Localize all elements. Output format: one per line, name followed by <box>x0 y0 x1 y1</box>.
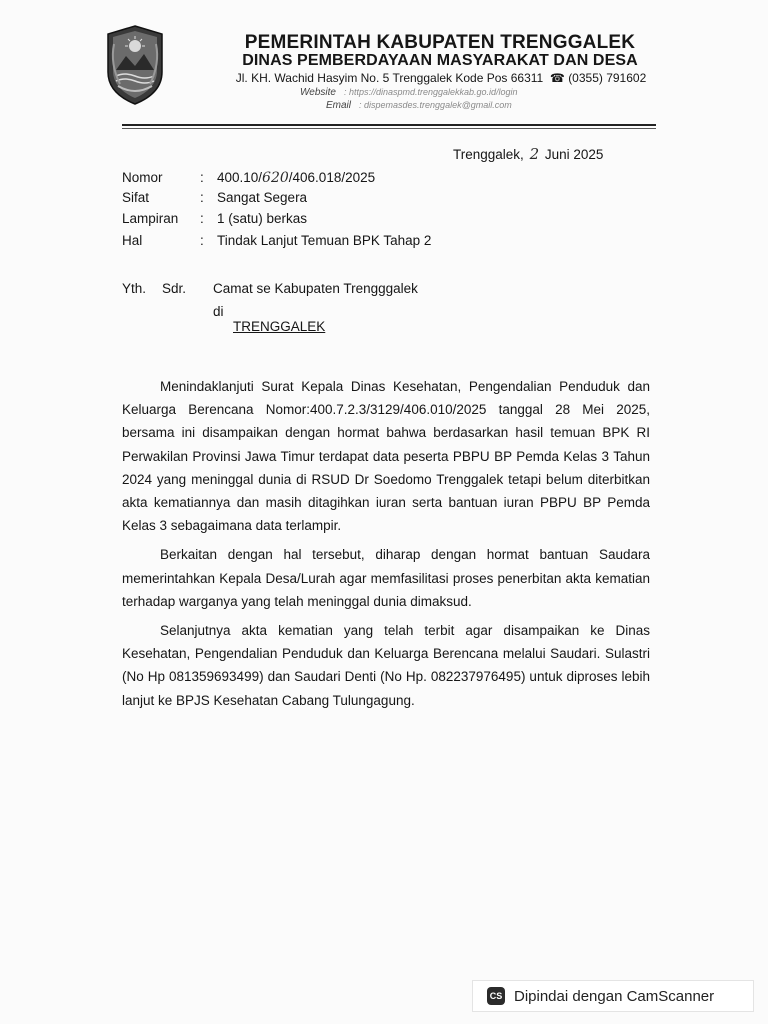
meta-value-sifat: Sangat Segera <box>217 190 308 205</box>
meta-colon: : <box>200 233 204 248</box>
body-paragraph-3: Selanjutnya akta kematian yang telah terbit agar disampaikan ke Dinas Kesehatan, Pengendalian Penduduk dan Keluarga Berencana melalui Saudari. Sulastri (No Hp 081359693499) dan Saudari Denti (No Hp. 082237976495) untuk diproses lebih lanjut ke BPJS Kesehatan Cabang Tulungagung. <box>122 623 650 708</box>
meta-colon: : <box>200 211 204 226</box>
meta-label-lampiran: Lampiran <box>122 211 179 226</box>
addressee-city: TRENGGALEK <box>233 319 326 334</box>
website-label: Website <box>300 87 336 98</box>
date-place: Trenggalek, <box>453 147 524 162</box>
meta-label-nomor: Nomor <box>122 170 163 185</box>
body-paragraph-1: Menindaklanjuti Surat Kepala Dinas Kesehatan, Pengendalian Penduduk dan Keluarga Berencana Nomor:400.7.2.3/3129/406.010/2025 tanggal 28 Mei 2025, bersama ini disampaikan dengan hormat bahwa berdasarkan hasil temuan BPK RI Perwakilan Provinsi Jawa Timur terdapat data peserta PBPU BP Pemda Kelas 3 Tahun 2024 yang meninggal dunia di RSUD Dr Soedomo Trenggalek tetapi belum diterbitkan akta kematiannya dan masih ditagihkan iuran serta bantuan iuran PBPU BP Pemda Kelas 3 sebagaimana data terlampir. <box>122 379 650 534</box>
letter-body <box>122 375 650 718</box>
date-day-handwritten: 2 <box>529 145 540 163</box>
letterhead-divider-thick <box>122 124 656 126</box>
letterhead-address: Jl. KH. Wachid Hasyim No. 5 Trenggalek Kode Pos 66311 <box>235 71 544 85</box>
email-value: : dispemasdes.trenggalek@gmail.com <box>359 100 512 110</box>
body-paragraph-2: Berkaitan dengan hal tersebut, diharap dengan hormat bantuan Saudara memerintahkan Kepala Desa/Lurah agar memfasilitasi proses penerbitan akta kematian terhadap warganya yang telah meninggal dunia dimaksud. <box>122 547 650 609</box>
letterhead-government: PEMERINTAH KABUPATEN TRENGGALEK <box>244 32 636 53</box>
meta-label-sifat: Sifat <box>122 190 150 205</box>
letterhead-email <box>326 100 512 111</box>
meta-value-hal: Tindak Lanjut Temuan BPK Tahap 2 <box>217 233 432 248</box>
website-value: : https://dinaspmd.trenggalekkab.go.id/login <box>343 87 518 97</box>
letterhead-phone: (0355) 791602 <box>568 71 647 85</box>
meta-value-nomor <box>217 170 375 186</box>
nomor-prefix: 400.10/ <box>217 170 263 185</box>
email-label: Email <box>326 100 352 111</box>
nomor-suffix: /406.018/2025 <box>288 170 376 185</box>
letterhead-website <box>300 87 518 98</box>
letterhead-divider-thin <box>122 128 656 129</box>
meta-colon: : <box>200 170 204 185</box>
camscanner-watermark <box>472 980 754 1012</box>
meta-value-lampiran: 1 (satu) berkas <box>217 211 308 226</box>
letterhead-address-line <box>216 71 666 85</box>
telephone-icon: ☎ <box>546 71 565 85</box>
addressee-di: di <box>213 304 224 319</box>
meta-colon: : <box>200 190 204 205</box>
nomor-handwritten: 620 <box>262 170 289 186</box>
camscanner-text: Dipindai dengan CamScanner <box>514 987 715 1005</box>
addressee-sdr: Sdr. <box>162 281 187 296</box>
date-month-year: Juni 2025 <box>544 147 604 162</box>
camscanner-icon: CS <box>487 987 505 1005</box>
kabupaten-trenggalek-emblem-icon <box>104 24 166 106</box>
addressee-yth: Yth. <box>122 281 147 296</box>
addressee-recipient: Camat se Kabupaten Trengggalek <box>213 281 418 296</box>
letterhead-agency: DINAS PEMBERDAYAAN MASYARAKAT DAN DESA <box>242 52 638 69</box>
meta-label-hal: Hal <box>122 233 143 248</box>
letter-date <box>453 145 603 163</box>
